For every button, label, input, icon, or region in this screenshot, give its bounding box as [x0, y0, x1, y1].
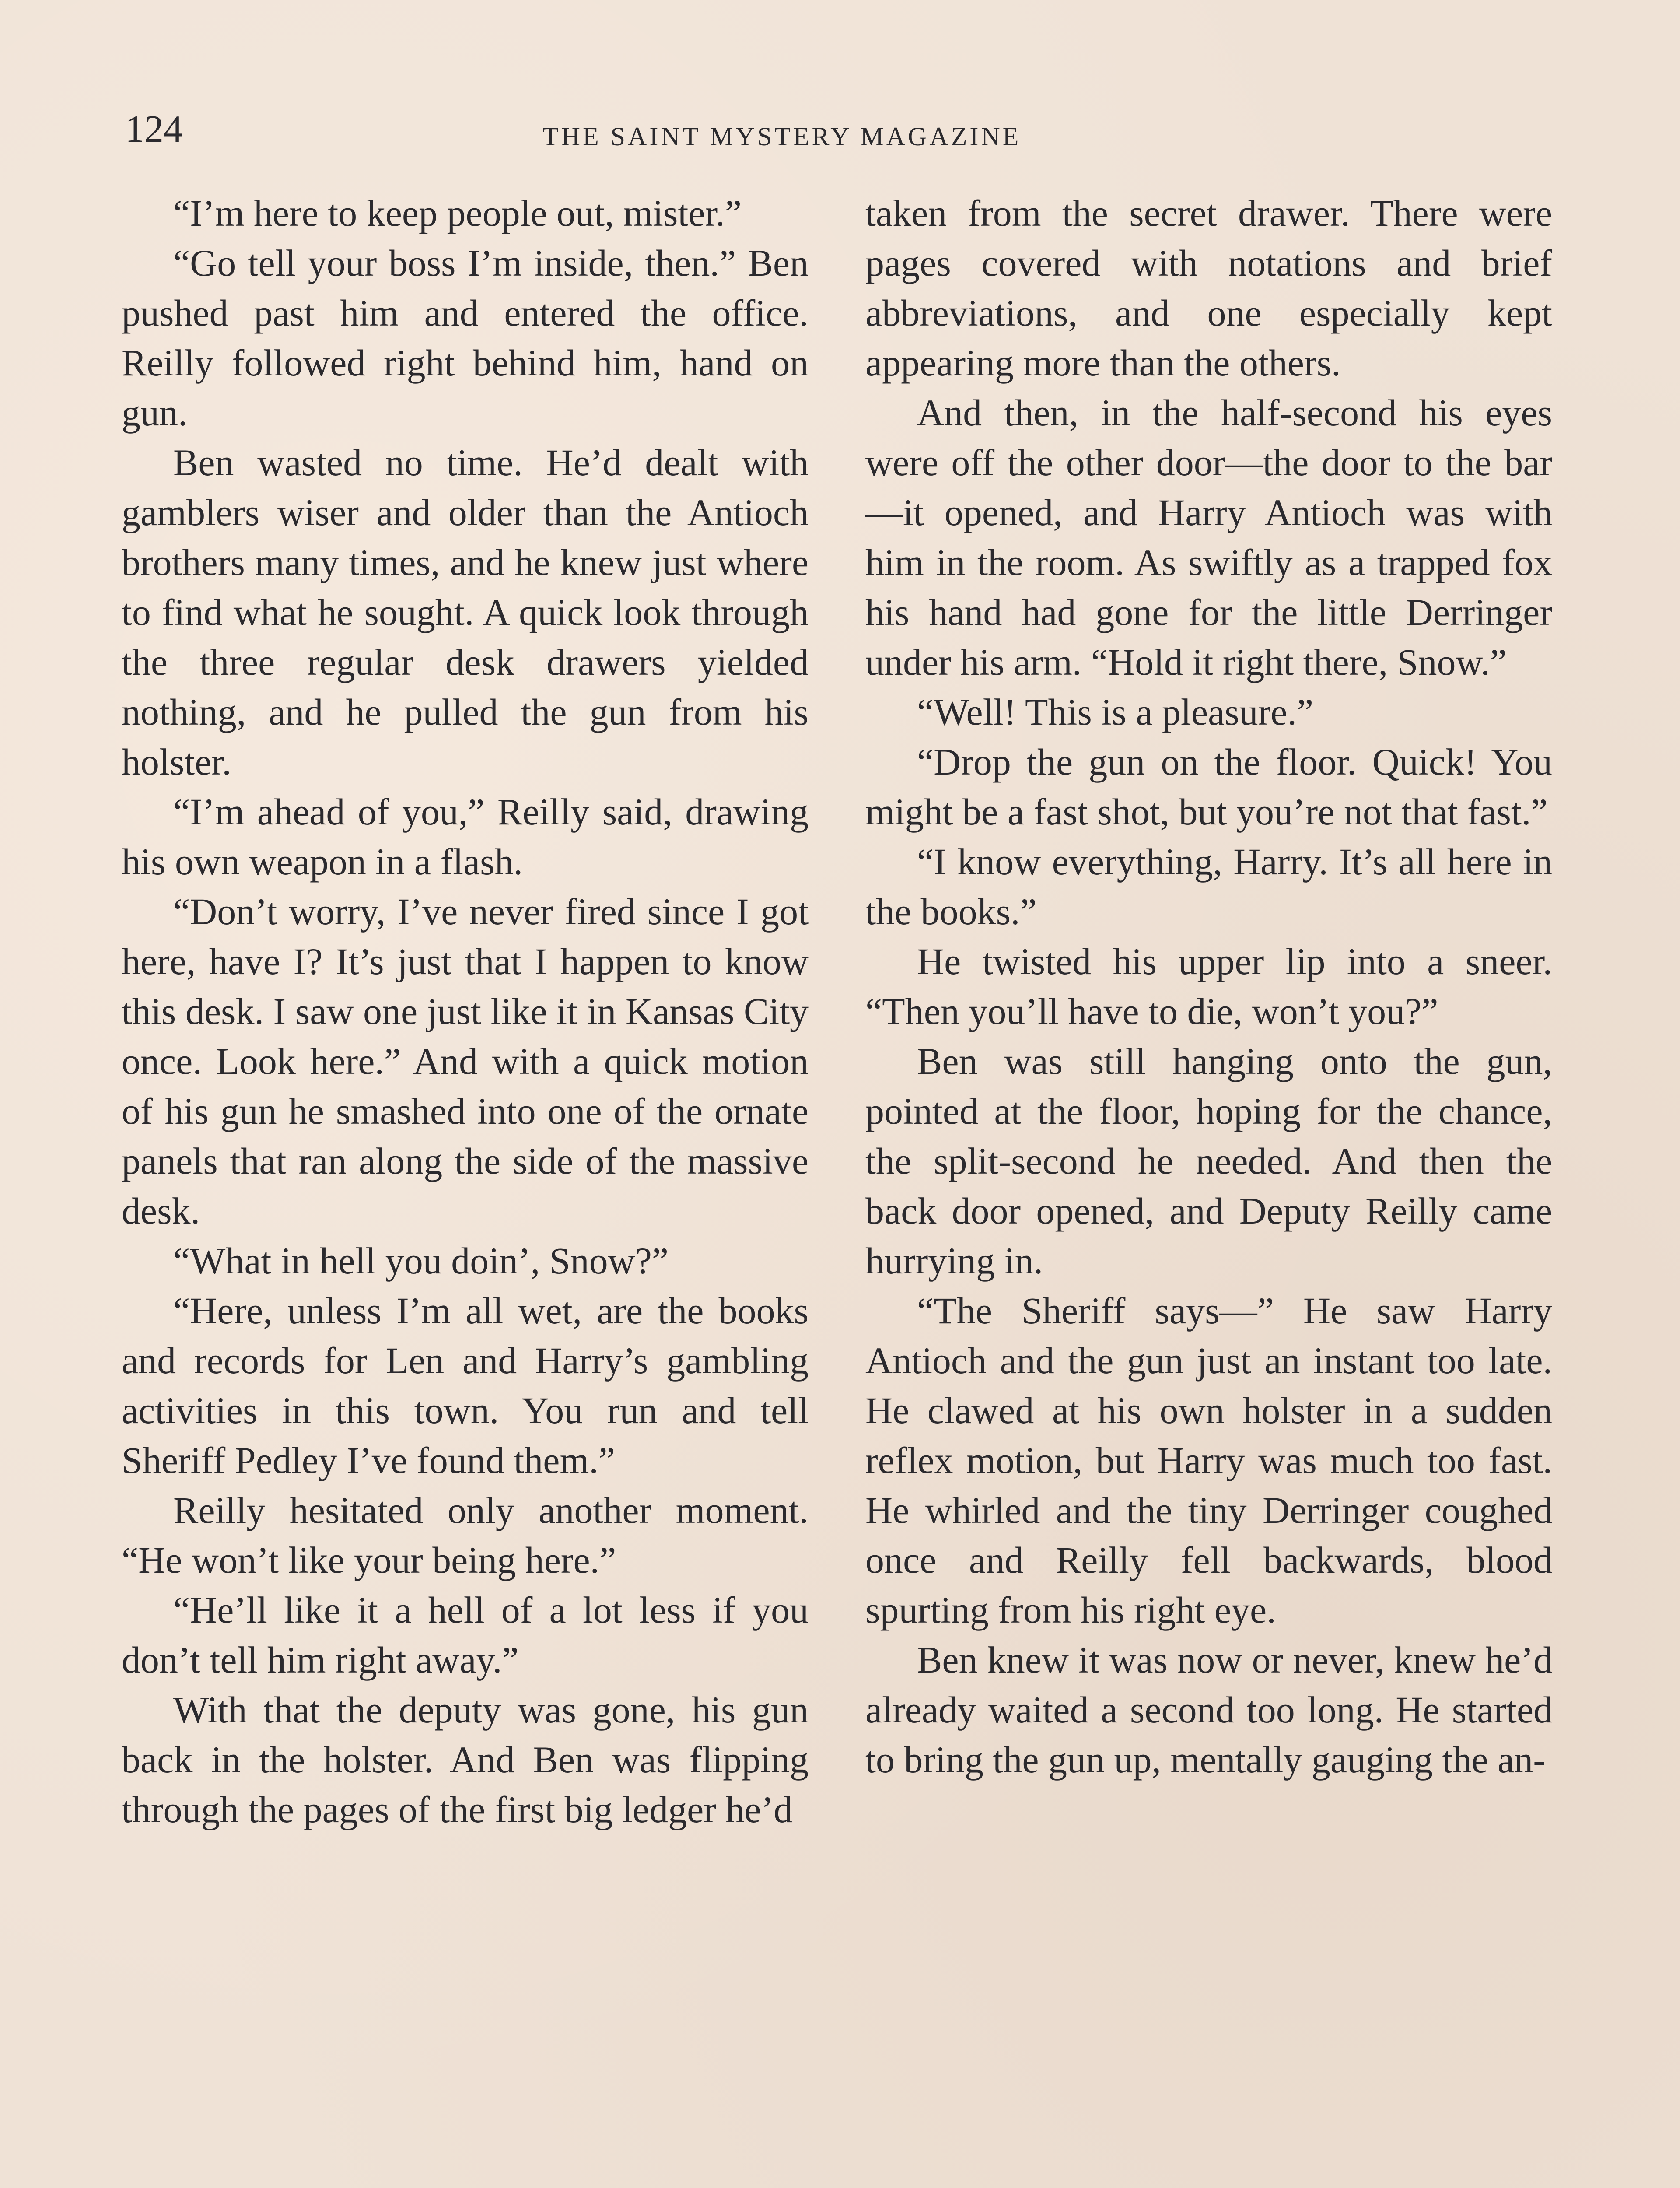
paragraph: “Here, unless I’m all wet, are the books and records for Len and Harry’s gambling activities in this town. You run and tell Sheriff Pedley I’ve found them.”	[122, 1290, 808, 1481]
paragraph: “Don’t worry, I’ve never fired since I got here, have I? It’s just that I happen to know this desk. I saw one just like it in Kansas City once. Look here.” And with a quick motion of his gun he smashed into one of the ornate panels that ran along the side of the massive desk.	[122, 891, 808, 1232]
paragraph: “What in hell you doin’, Snow?”	[173, 1240, 669, 1282]
paragraph: Ben knew it was now or never, knew he’d already waited a second too long. He started to bring the gun up, mentally gauging the an-	[865, 1639, 1552, 1781]
paragraph: “Well! This is a pleasure.”	[917, 691, 1314, 733]
paragraph: “I know everything, Harry. It’s all here in the books.”	[865, 841, 1552, 933]
page-number: 124	[125, 108, 183, 151]
paragraph: Ben wasted no time. He’d dealt with gamblers wiser and older than the Antioch brothers many times, and he knew just where to find what he sought. A quick look through the three regular desk drawers yielded nothing, and he pulled the gun from his holster.	[122, 442, 808, 783]
paragraph: “He’ll like it a hell of a lot less if you don’t tell him right away.”	[122, 1589, 808, 1681]
paragraph-continuation: taken from the secret drawer. There were pages covered with notations and brief abbreviations, and one especially kept appearing more than the others.	[865, 192, 1552, 384]
paragraph: “I’m here to keep people out, mister.”	[173, 192, 742, 234]
paragraph: “Drop the gun on the floor. Quick! You might be a fast shot, but you’re not that fast.”	[865, 741, 1552, 833]
paragraph: “I’m ahead of you,” Reilly said, drawing his own weapon in a flash.	[122, 791, 808, 883]
paragraph: Ben was still hanging onto the gun, pointed at the floor, hoping for the chance, the split-second he needed. And then the back door opened, and Deputy Reilly came hurrying in.	[865, 1040, 1552, 1282]
paragraph: “The Sheriff says—” He saw Harry Antioch and the gun just an instant too late. He clawed at his own holster in a sudden reflex motion, but Harry was much too fast. He whirled and the tiny Derringer coughed once and Reilly fell backwards, blood spurting from his right eye.	[865, 1290, 1552, 1631]
paragraph: Reilly hesitated only another moment. “He won’t like your being here.”	[122, 1489, 808, 1581]
left-column	[122, 188, 808, 1834]
right-column	[865, 188, 1552, 1785]
running-head: THE SAINT MYSTERY MAGAZINE	[542, 122, 1022, 151]
paragraph: With that the deputy was gone, his gun back in the holster. And Ben was flipping through the pages of the first big ledger he’d	[122, 1689, 808, 1830]
paragraph: And then, in the half-second his eyes were off the other door—the door to the bar—it opened, and Harry Antioch was with him in the room. As swiftly as a trapped fox his hand had gone for the little Derringer under his arm. “Hold it right there, Snow.”	[865, 392, 1552, 683]
paragraph: “Go tell your boss I’m inside, then.” Ben pushed past him and entered the office. Reilly followed right behind him, hand on gun.	[122, 242, 808, 434]
paragraph: He twisted his upper lip into a sneer. “Then you’ll have to die, won’t you?”	[865, 940, 1552, 1032]
